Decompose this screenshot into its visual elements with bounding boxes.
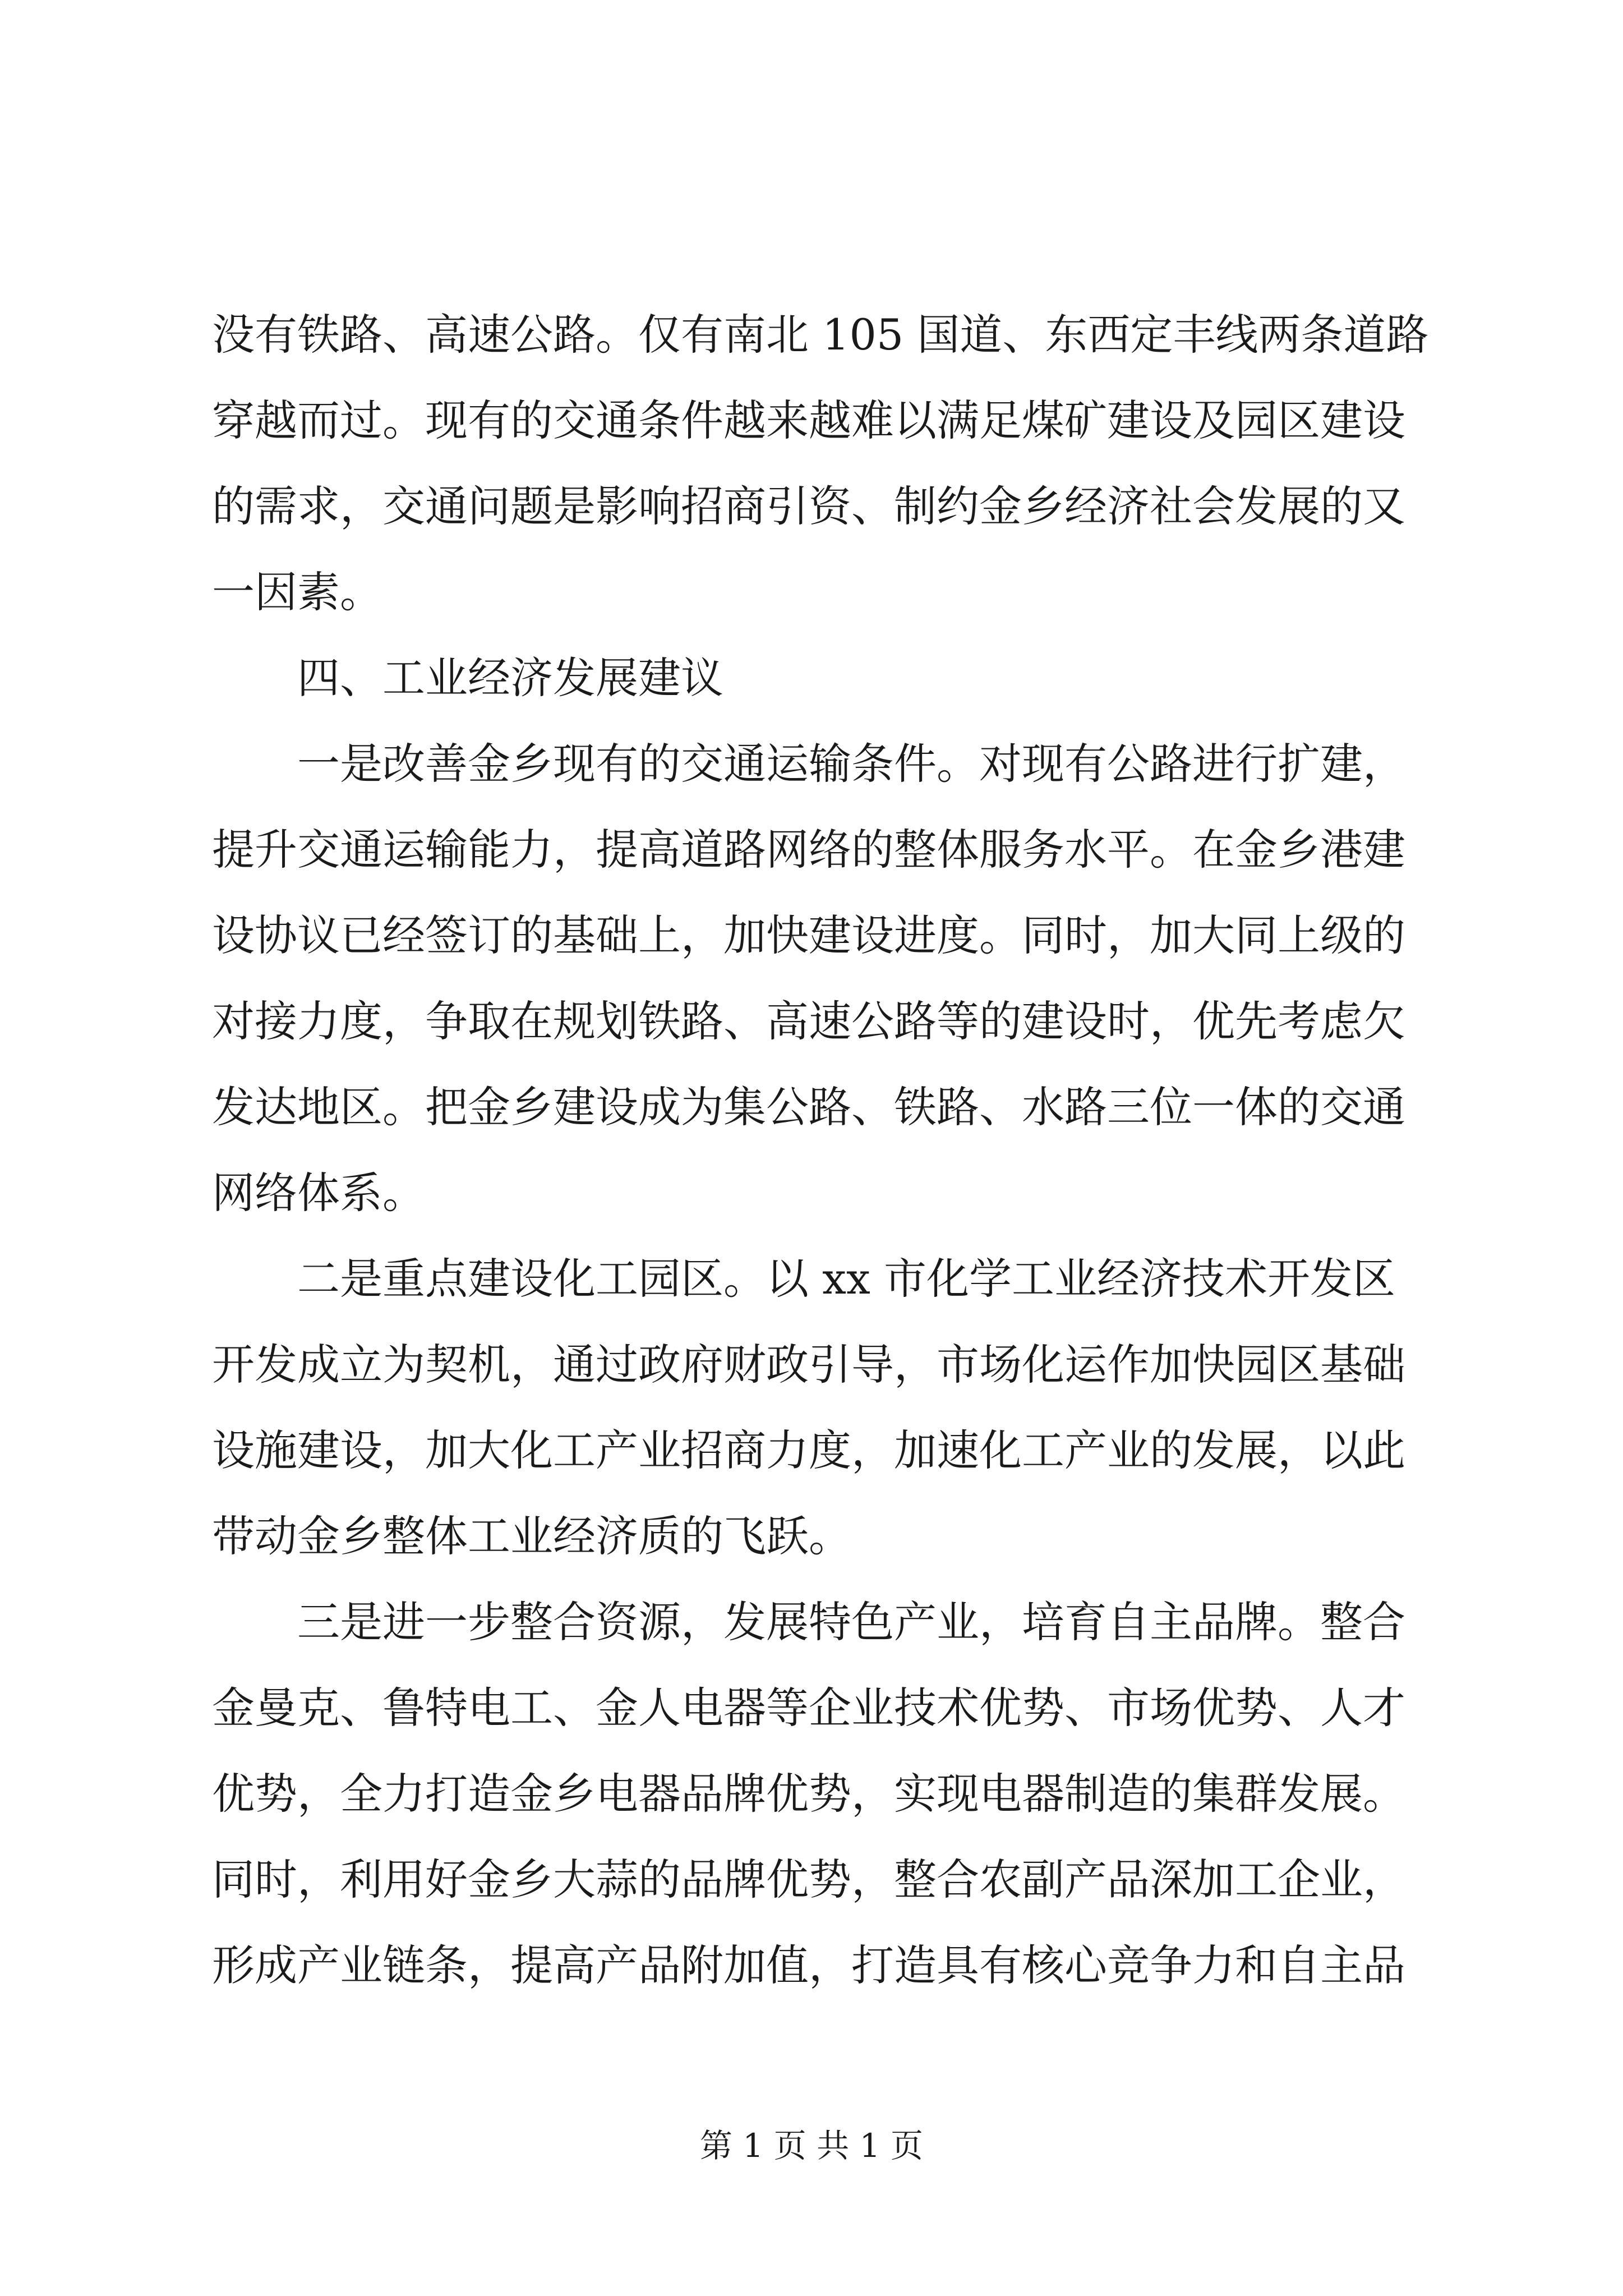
text-line: 的需求，交通问题是影响招商引资、制约金乡经济社会发展的又 [212, 481, 1405, 531]
paragraph-start-line: 二是重点建设化工园区。以 xx 市化学工业经济技术开发区 [297, 1254, 1396, 1304]
text-line: 同时，利用好金乡大蒜的品牌优势，整合农副产品深加工企业， [212, 1855, 1405, 1904]
document-body [212, 292, 1429, 2008]
section-heading: 四、工业经济发展建议 [297, 653, 723, 703]
text-line: 提升交通运输能力，提高道路网络的整体服务水平。在金乡港建 [212, 825, 1405, 875]
text-line: 穿越而过。现有的交通条件越来越难以满足煤矿建设及园区建设 [212, 395, 1405, 445]
text-line: 一因素。 [212, 567, 382, 617]
text-line: 优势，全力打造金乡电器品牌优势，实现电器制造的集群发展。 [212, 1769, 1405, 1819]
text-line: 开发成立为契机，通过政府财政引导，市场化运作加快园区基础 [212, 1340, 1405, 1389]
paragraph-start-line: 一是改善金乡现有的交通运输条件。对现有公路进行扩建， [297, 739, 1405, 789]
text-line: 发达地区。把金乡建设成为集公路、铁路、水路三位一体的交通 [212, 1082, 1405, 1132]
text-line: 形成产业链条，提高产品附加值，打造具有核心竞争力和自主品 [212, 1940, 1405, 1990]
text-line: 网络体系。 [212, 1168, 425, 1218]
text-line: 设施建设，加大化工产业招商力度，加速化工产业的发展，以此 [212, 1425, 1405, 1475]
paragraph-start-line: 三是进一步整合资源，发展特色产业，培育自主品牌。整合 [297, 1597, 1405, 1647]
text-line: 带动金乡整体工业经济质的飞跃。 [212, 1511, 851, 1561]
text-line: 金曼克、鲁特电工、金人电器等企业技术优势、市场优势、人才 [212, 1683, 1405, 1733]
text-line: 对接力度，争取在规划铁路、高速公路等的建设时，优先考虑欠 [212, 996, 1405, 1046]
page-number-footer: 第 1 页 共 1 页 [700, 2127, 923, 2165]
text-line: 没有铁路、高速公路。仅有南北 105 国道、东西定丰线两条道路 [212, 310, 1429, 360]
text-line: 设协议已经签订的基础上，加快建设进度。同时，加大同上级的 [212, 910, 1405, 960]
